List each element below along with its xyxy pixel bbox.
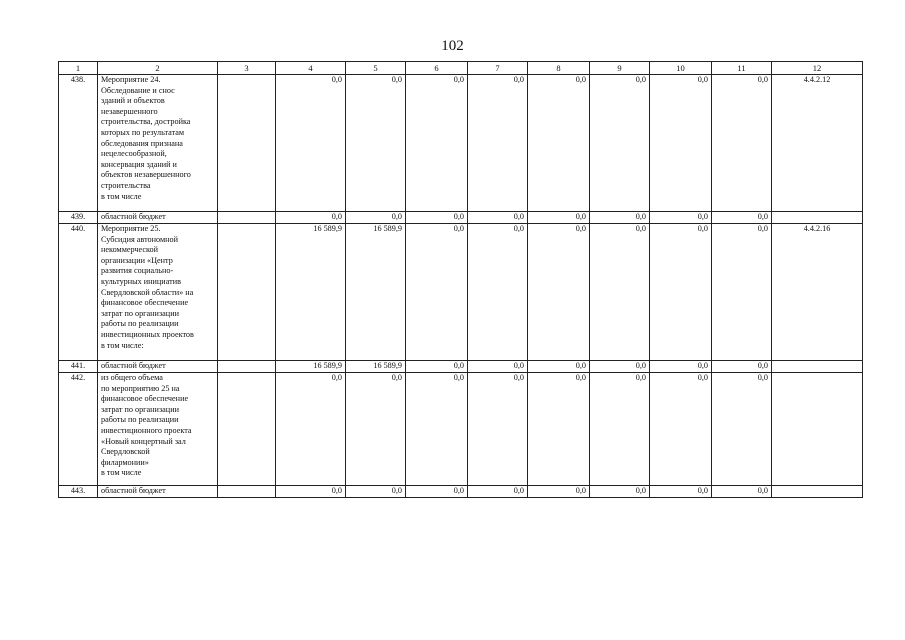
value-cell: 0,0 — [346, 212, 406, 224]
value-cell: 0,0 — [650, 373, 712, 486]
row-description: Мероприятие 25. Субсидия автономной некоммерческой организации «Центр развития социально- культурных инициатив Свердловской области» на финансовое обеспечение затрат по организации работы по реализации инвестиционных проектов в том числе: — [98, 224, 218, 361]
value-cell: 0,0 — [590, 212, 650, 224]
value-cell: 0,0 — [406, 373, 468, 486]
value-cell: 0,0 — [276, 75, 346, 212]
value-cell: 0,0 — [406, 224, 468, 361]
row-description: областной бюджет — [98, 212, 218, 224]
value-cell: 0,0 — [528, 486, 590, 498]
program-code: 4.4.2.16 — [772, 224, 863, 361]
value-cell: 0,0 — [650, 224, 712, 361]
value-cell: 0,0 — [276, 373, 346, 486]
value-cell: 0,0 — [712, 212, 772, 224]
value-cell: 0,0 — [650, 75, 712, 212]
row-description: из общего объема по мероприятию 25 на финансовое обеспечение затрат по организации работы по реализации инвестиционного проекта «Новый концертный зал Свердловской филармонии» в том числе — [98, 373, 218, 486]
value-cell: 0,0 — [528, 224, 590, 361]
cell-col3 — [218, 361, 276, 373]
value-cell: 0,0 — [468, 373, 528, 486]
value-cell: 0,0 — [406, 486, 468, 498]
row-number: 443. — [59, 486, 98, 498]
value-cell: 0,0 — [468, 486, 528, 498]
value-cell: 0,0 — [276, 212, 346, 224]
column-header: 5 — [346, 62, 406, 75]
value-cell: 0,0 — [712, 373, 772, 486]
value-cell: 0,0 — [528, 373, 590, 486]
value-cell: 0,0 — [590, 75, 650, 212]
value-cell: 0,0 — [528, 212, 590, 224]
column-header: 10 — [650, 62, 712, 75]
column-header: 6 — [406, 62, 468, 75]
cell-col3 — [218, 212, 276, 224]
row-description: Мероприятие 24. Обследование и снос зданий и объектов незавершенного строительства, достройка которых по результатам обследования признана нецелесообразной, консервация зданий и объектов незавершенного строительства в том числе — [98, 75, 218, 212]
value-cell: 0,0 — [528, 75, 590, 212]
value-cell: 0,0 — [468, 212, 528, 224]
value-cell: 0,0 — [650, 361, 712, 373]
column-header: 11 — [712, 62, 772, 75]
table-row — [59, 224, 863, 361]
value-cell: 0,0 — [590, 224, 650, 361]
row-number: 440. — [59, 224, 98, 361]
value-cell: 0,0 — [590, 361, 650, 373]
program-code — [772, 212, 863, 224]
column-header: 7 — [468, 62, 528, 75]
value-cell: 0,0 — [712, 75, 772, 212]
column-header: 9 — [590, 62, 650, 75]
page-number: 102 — [441, 38, 464, 54]
row-description: областной бюджет — [98, 361, 218, 373]
cell-col3 — [218, 224, 276, 361]
value-cell: 0,0 — [346, 486, 406, 498]
row-number: 441. — [59, 361, 98, 373]
program-code — [772, 373, 863, 486]
column-header: 2 — [98, 62, 218, 75]
cell-col3 — [218, 75, 276, 212]
table-row — [59, 75, 863, 212]
value-cell: 0,0 — [712, 224, 772, 361]
value-cell: 0,0 — [712, 361, 772, 373]
value-cell: 0,0 — [468, 361, 528, 373]
value-cell: 0,0 — [590, 486, 650, 498]
table-row — [59, 212, 863, 224]
budget-table — [58, 61, 863, 498]
table-row — [59, 486, 863, 498]
value-cell: 0,0 — [468, 224, 528, 361]
value-cell: 0,0 — [528, 361, 590, 373]
value-cell: 16 589,9 — [346, 224, 406, 361]
table-row — [59, 373, 863, 486]
header-row — [59, 62, 863, 75]
row-number: 442. — [59, 373, 98, 486]
value-cell: 0,0 — [406, 212, 468, 224]
value-cell: 0,0 — [712, 486, 772, 498]
column-header: 1 — [59, 62, 98, 75]
cell-col3 — [218, 373, 276, 486]
row-description: областной бюджет — [98, 486, 218, 498]
value-cell: 0,0 — [590, 373, 650, 486]
value-cell: 16 589,9 — [276, 361, 346, 373]
program-code — [772, 361, 863, 373]
table-row — [59, 361, 863, 373]
column-header: 4 — [276, 62, 346, 75]
value-cell: 0,0 — [346, 75, 406, 212]
program-code — [772, 486, 863, 498]
program-code: 4.4.2.12 — [772, 75, 863, 212]
value-cell: 0,0 — [276, 486, 346, 498]
row-number: 438. — [59, 75, 98, 212]
value-cell: 0,0 — [406, 75, 468, 212]
cell-col3 — [218, 486, 276, 498]
value-cell: 16 589,9 — [276, 224, 346, 361]
value-cell: 0,0 — [406, 361, 468, 373]
row-number: 439. — [59, 212, 98, 224]
column-header: 12 — [772, 62, 863, 75]
column-header: 8 — [528, 62, 590, 75]
column-header: 3 — [218, 62, 276, 75]
value-cell: 16 589,9 — [346, 361, 406, 373]
table-body — [59, 75, 863, 498]
value-cell: 0,0 — [650, 212, 712, 224]
value-cell: 0,0 — [650, 486, 712, 498]
value-cell: 0,0 — [468, 75, 528, 212]
value-cell: 0,0 — [346, 373, 406, 486]
